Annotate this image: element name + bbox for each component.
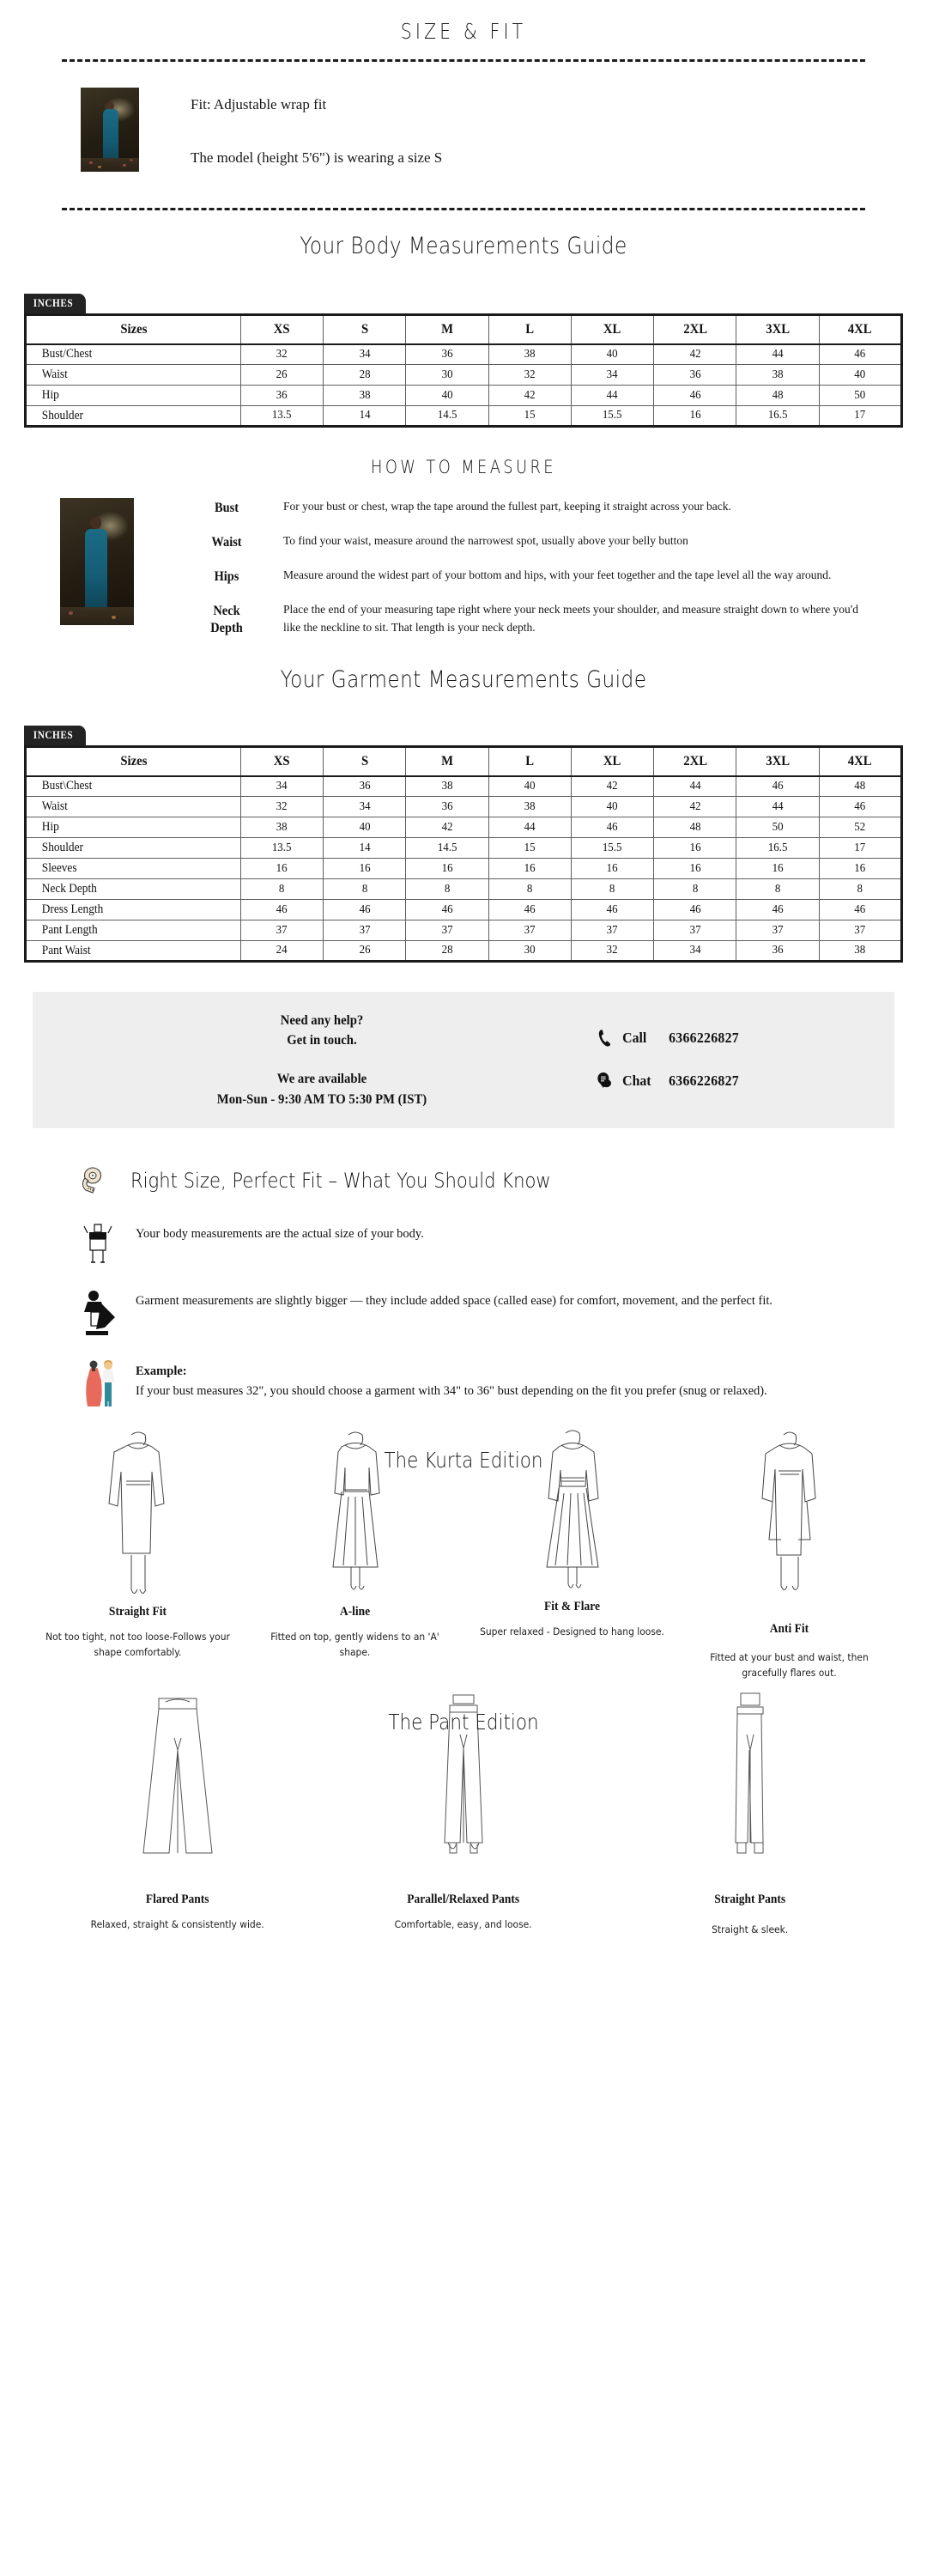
table-cell: 15.5: [574, 838, 651, 859]
body-col-sizes: Sizes: [34, 315, 233, 344]
table-cell: 38: [740, 365, 816, 386]
table-cell: 37: [409, 920, 486, 941]
table-cell: 38: [492, 797, 568, 817]
kurta-style-description: Not too tight, not too loose-Follows your shape comfortably.: [45, 1630, 230, 1658]
pant-style-description: Straight & sleek.: [711, 1923, 788, 1936]
table-cell: 8: [492, 879, 568, 900]
table-cell: 16: [574, 859, 651, 879]
table-cell: 42: [574, 776, 651, 797]
body-unit-tab: INCHES: [24, 294, 86, 313]
table-cell: 14.5: [409, 838, 486, 859]
table-row: [26, 838, 902, 859]
table-cell: 16.5: [740, 838, 816, 859]
garment-measurements-table-wrap: [0, 726, 927, 963]
garment-col-m: M: [409, 747, 486, 776]
table-cell: 46: [740, 776, 816, 797]
table-cell: 38: [326, 386, 403, 406]
table-cell: 50: [822, 386, 899, 406]
dress-form-icon: [79, 1358, 124, 1412]
table-row: [26, 344, 902, 365]
help-line-2: Get in touch.: [287, 1033, 357, 1048]
garment-col-l: L: [492, 747, 568, 776]
table-cell: 16: [326, 859, 403, 879]
table-row: [26, 386, 902, 406]
table-cell: 36: [409, 797, 486, 817]
garment-col-xs: XS: [244, 747, 320, 776]
pant-styles-grid: [0, 1750, 927, 1938]
table-cell: 14: [326, 838, 403, 859]
body-col-4xl: 4XL: [822, 315, 899, 344]
fit-type-text: Fit: Adjustable wrap fit: [191, 96, 327, 112]
measure-item-description: Place the end of your measuring tape right where your neck meets your shoulder, and measure straight down to where you'd like the neckline to sit. That length is your neck depth.: [283, 603, 858, 634]
waist-measure-icon: [79, 1221, 124, 1266]
pant-illustration-icon: [320, 1750, 606, 1887]
call-number[interactable]: 6366226827: [669, 1030, 739, 1047]
table-cell: 40: [492, 776, 568, 797]
right-size-header: [0, 1166, 927, 1195]
table-cell: 17: [822, 406, 899, 427]
pant-style-description: Comfortable, easy, and loose.: [394, 1918, 532, 1931]
row-label: Hip: [34, 386, 233, 406]
body-col-m: M: [409, 315, 486, 344]
body-col-3xl: 3XL: [740, 315, 816, 344]
garment-measurements-table: [24, 745, 903, 963]
call-contact[interactable]: [596, 1028, 859, 1048]
table-row: [26, 776, 902, 797]
model-photo-large: [60, 498, 134, 625]
table-cell: 36: [326, 776, 403, 797]
measure-item-description: For your bust or chest, wrap the tape around the fullest part, keeping it straight across your back.: [283, 500, 731, 513]
table-cell: 40: [822, 365, 899, 386]
kurta-style-description: Super relaxed - Designed to hang loose.: [480, 1625, 664, 1637]
table-cell: 44: [492, 817, 568, 838]
table-row: [26, 920, 902, 941]
table-cell: 16: [244, 859, 320, 879]
pant-style-name: Straight Pants: [713, 1893, 785, 1907]
table-cell: 38: [244, 817, 320, 838]
example-text: If your bust measures 32", you should choose a garment with 34" to 36" bust depending on the fit you prefer (snug or relaxed).: [136, 1383, 767, 1398]
pant-style-description: Relaxed, straight & consistently wide.: [90, 1918, 264, 1931]
help-line-1: Need any help?: [280, 1013, 364, 1028]
table-cell: 26: [326, 941, 403, 962]
chat-label: Chat: [622, 1072, 651, 1090]
kurta-illustration-icon: [681, 1498, 898, 1600]
model-photo-thumbnail: [81, 88, 139, 172]
table-cell: 46: [409, 900, 486, 920]
kurta-style-name: Straight Fit: [108, 1604, 167, 1619]
row-label: Waist: [34, 365, 233, 386]
table-cell: 17: [822, 838, 899, 859]
table-cell: 36: [409, 344, 486, 365]
table-cell: 16.5: [740, 406, 816, 427]
table-cell: 48: [822, 776, 899, 797]
page-title: SIZE & FIT: [400, 19, 527, 44]
table-cell: 46: [822, 797, 899, 817]
table-cell: 32: [244, 344, 320, 365]
how-to-measure-section: [0, 498, 927, 653]
table-row: [26, 406, 902, 427]
table-cell: 46: [822, 900, 899, 920]
table-cell: 46: [574, 900, 651, 920]
measuring-tape-icon: [77, 1166, 112, 1195]
table-cell: 44: [657, 776, 733, 797]
table-cell: 40: [409, 386, 486, 406]
table-cell: 38: [409, 776, 486, 797]
table-cell: 14.5: [409, 406, 486, 427]
row-label: Neck Depth: [34, 879, 233, 900]
call-label: Call: [622, 1030, 647, 1047]
table-cell: 46: [740, 900, 816, 920]
measure-item: [170, 567, 865, 586]
help-contacts: [585, 1028, 869, 1091]
table-cell: 16: [657, 859, 733, 879]
row-label: Pant Length: [34, 920, 233, 941]
kurta-edition-heading: The Kurta Edition: [384, 1447, 543, 1473]
table-cell: 16: [492, 859, 568, 879]
kurta-style-description: Fitted on top, gently widens to an 'A' shape.: [270, 1630, 439, 1658]
kurta-style-name: Anti Fit: [769, 1621, 809, 1636]
garment-col-3xl: 3XL: [740, 747, 816, 776]
measure-item-description: To find your waist, measure around the narrowest spot, usually above your belly button: [283, 534, 688, 547]
help-availability-title: We are available: [276, 1072, 367, 1087]
help-availability-hours: Mon-Sun - 9:30 AM TO 5:30 PM (IST): [216, 1091, 427, 1107]
measure-item-label: Bust: [214, 501, 239, 515]
table-cell: 8: [244, 879, 320, 900]
phone-icon: [596, 1028, 623, 1048]
table-cell: 8: [326, 879, 403, 900]
example-label: Example:: [136, 1364, 187, 1378]
table-cell: 32: [574, 941, 651, 962]
table-row: [26, 859, 902, 879]
kurta-illustration-icon: [29, 1498, 246, 1600]
garment-measurements-heading: Your Garment Measurements Guide: [280, 666, 647, 693]
table-row: [26, 879, 902, 900]
table-cell: 44: [740, 344, 816, 365]
table-cell: 32: [244, 797, 320, 817]
table-cell: 26: [244, 365, 320, 386]
table-cell: 8: [657, 879, 733, 900]
table-cell: 34: [244, 776, 320, 797]
body-col-xl: XL: [574, 315, 651, 344]
table-cell: 34: [574, 365, 651, 386]
pant-style-cell: [607, 1750, 893, 1938]
table-cell: 13.5: [244, 838, 320, 859]
table-cell: 46: [326, 900, 403, 920]
help-panel: [33, 992, 894, 1128]
pant-illustration-icon: [34, 1750, 320, 1887]
row-label: Bust/Chest: [34, 344, 233, 365]
row-label: Hip: [34, 817, 233, 838]
table-cell: 44: [574, 386, 651, 406]
table-cell: 42: [409, 817, 486, 838]
table-cell: 46: [574, 817, 651, 838]
chat-contact[interactable]: [596, 1071, 859, 1091]
table-cell: 8: [574, 879, 651, 900]
table-cell: 16: [409, 859, 486, 879]
measure-item-description: Measure around the widest part of your bottom and hips, with your feet together and the tape level all the way around.: [283, 568, 832, 581]
kurta-styles-grid: [0, 1498, 927, 1681]
body-col-s: S: [326, 315, 403, 344]
kurta-style-cell: [681, 1498, 898, 1681]
table-cell: 37: [492, 920, 568, 941]
pant-style-name: Flared Pants: [145, 1893, 209, 1907]
pant-edition-heading: The Pant Edition: [388, 1710, 539, 1735]
pant-illustration-icon: [607, 1750, 893, 1887]
table-cell: 28: [409, 941, 486, 962]
kurta-style-name: Fit & Flare: [544, 1599, 600, 1613]
table-cell: 34: [326, 344, 403, 365]
table-cell: 8: [822, 879, 899, 900]
table-cell: 34: [657, 941, 733, 962]
right-size-point-2-text: Garment measurements are slightly bigger — they include added space (called ease) for comfort, movement, and the perfect fit.: [136, 1293, 773, 1308]
table-cell: 16: [740, 859, 816, 879]
measure-item-label: Neck Depth: [210, 604, 243, 635]
chat-icon: [596, 1071, 623, 1091]
garment-col-4xl: 4XL: [822, 747, 899, 776]
table-cell: 38: [492, 344, 568, 365]
table-cell: 42: [657, 797, 733, 817]
pant-style-cell: [320, 1750, 606, 1938]
table-cell: 36: [740, 941, 816, 962]
how-to-measure-heading: HOW TO MEASURE: [370, 457, 556, 477]
table-cell: 38: [822, 941, 899, 962]
table-cell: 37: [574, 920, 651, 941]
table-cell: 36: [657, 365, 733, 386]
table-cell: 16: [657, 406, 733, 427]
row-label: Shoulder: [34, 406, 233, 427]
right-size-point-1: [0, 1221, 927, 1266]
table-header-row: [26, 315, 902, 344]
table-row: [26, 900, 902, 920]
right-size-point-1-text: Your body measurements are the actual size of your body.: [136, 1226, 424, 1241]
row-label: Sleeves: [34, 859, 233, 879]
right-size-example: [0, 1358, 927, 1412]
table-cell: 16: [822, 859, 899, 879]
garment-unit-tab: INCHES: [24, 726, 86, 745]
measure-item: [170, 532, 865, 551]
kurta-style-name: A-line: [339, 1604, 371, 1619]
pant-style-name: Parallel/Relaxed Pants: [407, 1893, 520, 1907]
kurta-style-cell: [29, 1498, 246, 1681]
body-measurements-table: [24, 313, 903, 428]
measure-item: [170, 601, 865, 637]
table-cell: 46: [657, 386, 733, 406]
row-label: Pant Waist: [34, 941, 233, 962]
table-cell: 37: [326, 920, 403, 941]
table-cell: 8: [740, 879, 816, 900]
pant-style-cell: [34, 1750, 320, 1938]
kurta-illustration-icon: [464, 1498, 681, 1600]
table-cell: 37: [740, 920, 816, 941]
table-cell: 42: [657, 344, 733, 365]
measure-instructions-list: [134, 498, 865, 653]
table-cell: 34: [326, 797, 403, 817]
body-measurements-table-wrap: [0, 294, 927, 428]
garment-col-sizes: Sizes: [34, 747, 233, 776]
table-cell: 15.5: [574, 406, 651, 427]
tailor-icon: [79, 1288, 124, 1338]
right-size-point-2: [0, 1288, 927, 1338]
chat-number[interactable]: 6366226827: [669, 1072, 739, 1090]
measure-item: [170, 498, 865, 517]
table-cell: 40: [574, 797, 651, 817]
table-cell: 30: [409, 365, 486, 386]
garment-col-2xl: 2XL: [657, 747, 733, 776]
table-cell: 16: [657, 838, 733, 859]
table-cell: 44: [740, 797, 816, 817]
table-row: [26, 817, 902, 838]
table-cell: 28: [326, 365, 403, 386]
table-cell: 50: [740, 817, 816, 838]
table-cell: 15: [492, 838, 568, 859]
table-cell: 36: [244, 386, 320, 406]
table-cell: 46: [244, 900, 320, 920]
table-row: [26, 365, 902, 386]
table-cell: 42: [492, 386, 568, 406]
row-label: Dress Length: [34, 900, 233, 920]
table-cell: 14: [326, 406, 403, 427]
table-cell: 32: [492, 365, 568, 386]
table-row: [26, 941, 902, 962]
table-cell: 13.5: [244, 406, 320, 427]
table-row: [26, 797, 902, 817]
fit-summary: [0, 62, 927, 172]
garment-col-xl: XL: [574, 747, 651, 776]
table-cell: 37: [657, 920, 733, 941]
model-size-note: The model (height 5'6") is wearing a size S: [191, 149, 443, 166]
body-col-l: L: [492, 315, 568, 344]
table-cell: 40: [326, 817, 403, 838]
table-cell: 46: [822, 344, 899, 365]
table-cell: 37: [822, 920, 899, 941]
measure-item-label: Waist: [211, 535, 242, 550]
body-col-2xl: 2XL: [657, 315, 733, 344]
table-cell: 30: [492, 941, 568, 962]
table-cell: 40: [574, 344, 651, 365]
table-cell: 48: [657, 817, 733, 838]
table-header-row: [26, 747, 902, 776]
table-cell: 46: [492, 900, 568, 920]
kurta-style-cell: [464, 1498, 681, 1681]
table-cell: 48: [740, 386, 816, 406]
kurta-style-description: Fitted at your bust and waist, then gracefully flares out.: [710, 1650, 869, 1679]
kurta-illustration-icon: [246, 1498, 464, 1600]
table-cell: 52: [822, 817, 899, 838]
row-label: Bust\Chest: [34, 776, 233, 797]
measure-item-label: Hips: [214, 569, 239, 584]
right-size-heading: Right Size, Perfect Fit – What You Should Know: [130, 1168, 551, 1193]
table-cell: 24: [244, 941, 320, 962]
kurta-style-cell: [246, 1498, 464, 1681]
body-col-xs: XS: [244, 315, 320, 344]
body-measurements-heading: Your Body Measurements Guide: [300, 233, 627, 259]
table-cell: 46: [657, 900, 733, 920]
row-label: Shoulder: [34, 838, 233, 859]
help-text-block: [58, 1011, 585, 1109]
table-cell: 37: [244, 920, 320, 941]
garment-col-s: S: [326, 747, 403, 776]
table-cell: 8: [409, 879, 486, 900]
row-label: Waist: [34, 797, 233, 817]
table-cell: 15: [492, 406, 568, 427]
